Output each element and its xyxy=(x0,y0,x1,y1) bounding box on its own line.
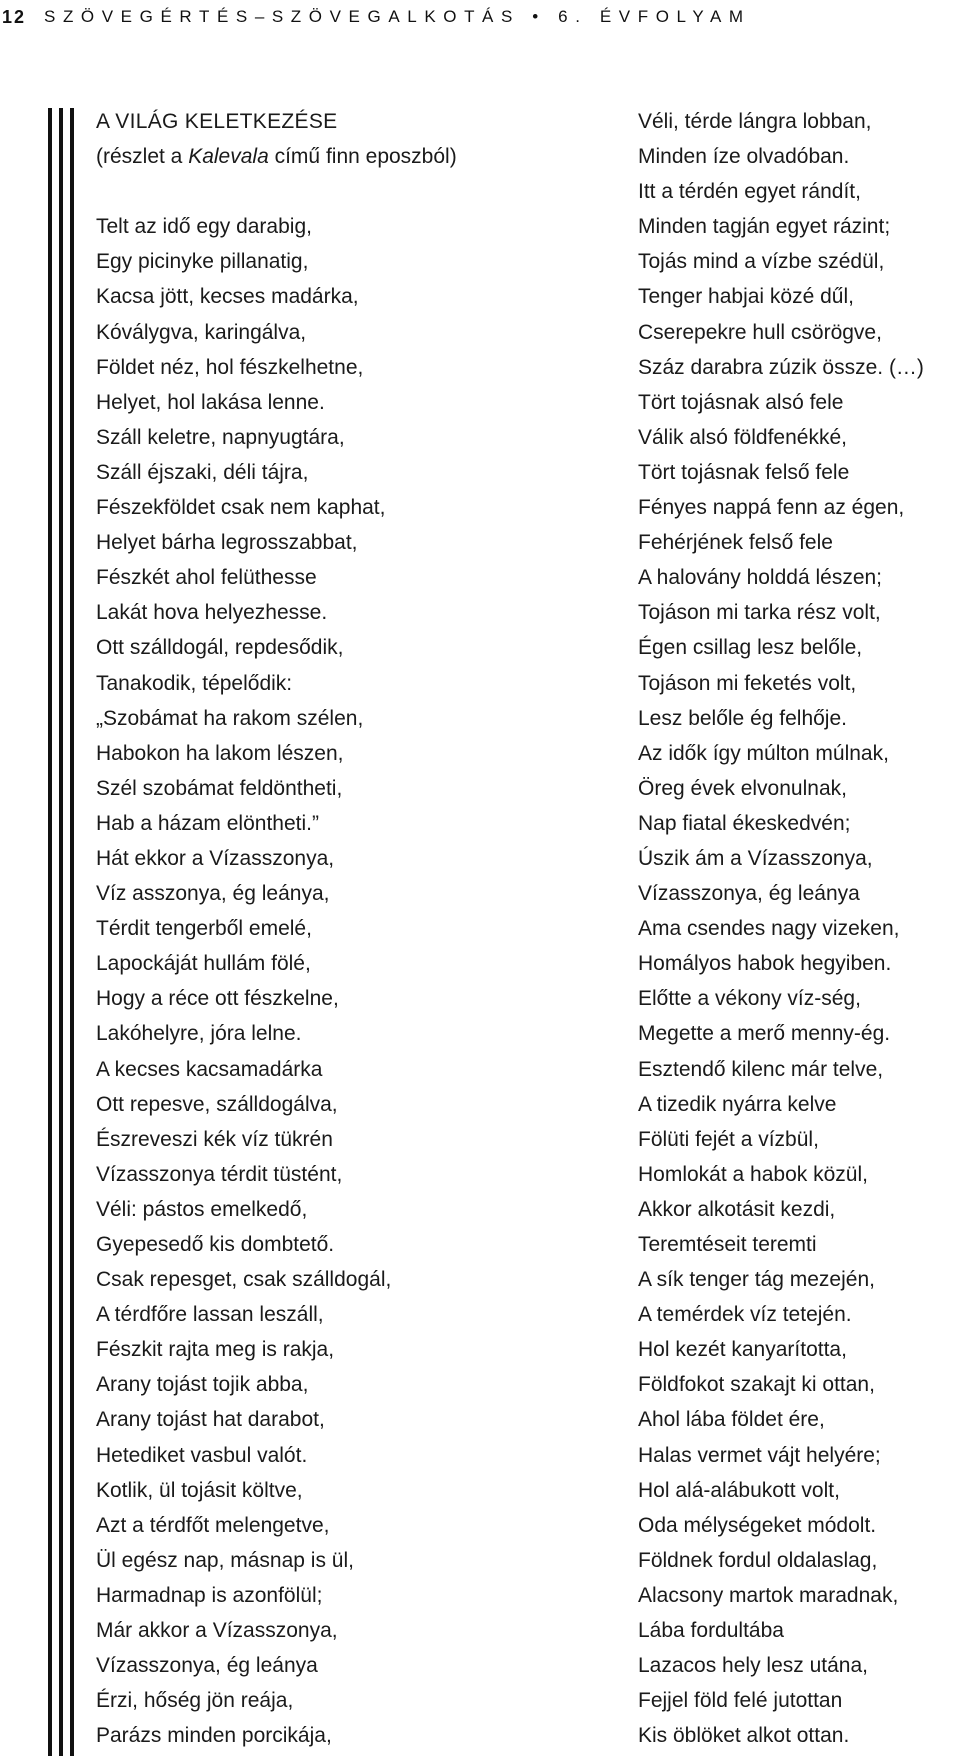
poem-line: Hol kezét kanyarította, xyxy=(638,1338,847,1362)
poem-line: Ül egész nap, másnap is ül, xyxy=(96,1548,354,1572)
poem-line: Esztendő kilenc már telve, xyxy=(638,1057,884,1081)
poem-line: Száz darabra zúzik össze. (…) xyxy=(638,355,924,379)
poem-line: Tört tojásnak felső fele xyxy=(638,460,850,484)
poem-line: Fészekföldet csak nem kaphat, xyxy=(96,496,386,520)
poem-line: Véli: pástos emelkedő, xyxy=(96,1197,308,1221)
poem-line: Lakát hova helyezhesse. xyxy=(96,601,328,625)
poem-line: Szél szobámat feldöntheti, xyxy=(96,776,343,800)
poem-line: Már akkor a Vízasszonya, xyxy=(96,1619,338,1643)
poem-line: Arany tojást hat darabot, xyxy=(96,1408,325,1432)
decorative-bar xyxy=(59,108,63,1756)
poem-subtitle-prefix: (részlet a xyxy=(96,145,189,169)
poem-line: A halovány holddá lészen; xyxy=(638,566,883,590)
poem-line: Harmadnap is azonfölül; xyxy=(96,1583,323,1607)
poem-line: Arany tojást tojik abba, xyxy=(96,1373,309,1397)
poem-line: Itt a térdén egyet rándít, xyxy=(638,180,861,204)
poem-line: Hogy a réce ott fészkelne, xyxy=(96,987,339,1011)
poem-line: Válik alsó földfenékké, xyxy=(638,425,847,449)
poem-line: Nap fiatal ékeskedvén; xyxy=(638,811,851,835)
poem-line: Csak repesget, csak szálldogál, xyxy=(96,1268,392,1292)
poem-line: Lakóhelyre, jóra lelne. xyxy=(96,1022,302,1046)
poem-line: Tört tojásnak alsó fele xyxy=(638,390,844,414)
poem-line: Lába fordultába xyxy=(638,1619,784,1643)
poem-line: Fényes nappá fenn az égen, xyxy=(638,496,905,520)
poem-line: Földnek fordul oldalaslag, xyxy=(638,1548,878,1572)
page-header xyxy=(0,0,960,34)
poem-line: Ahol lába földet ére, xyxy=(638,1408,825,1432)
poem-line: Az idők így múlton múlnak, xyxy=(638,741,889,765)
poem-line: Ama csendes nagy vizeken, xyxy=(638,917,900,941)
poem-line: Ott repesve, szálldogálva, xyxy=(96,1092,338,1116)
poem-subtitle-suffix: című finn eposzból) xyxy=(268,145,457,169)
poem-line: Oda mélységeket módolt. xyxy=(638,1513,877,1537)
poem-line: Gyepesedő kis dombtető. xyxy=(96,1233,335,1256)
poem-line: Minden íze olvadóban. xyxy=(638,145,850,169)
poem-line: Előtte a vékony víz-ség, xyxy=(638,987,861,1011)
poem-line: Telt az idő egy darabig, xyxy=(96,215,312,239)
poem-line: Minden tagján egyet rázint; xyxy=(638,215,891,239)
poem-line: Térdit tengerből emelé, xyxy=(96,917,312,941)
poem-line: Kotlik, ül tojásit költve, xyxy=(96,1478,303,1502)
poem-line: A térdfőre lassan leszáll, xyxy=(96,1303,324,1327)
poem-line: Víz asszonya, ég leánya, xyxy=(96,882,330,906)
running-head: SZÖVEGÉRTÉS–SZÖVEGALKOTÁS • 6. ÉVFOLYAM xyxy=(44,7,751,26)
decorative-bar xyxy=(70,108,74,1756)
poem-line: Hab a házam elöntheti.” xyxy=(96,811,319,835)
poem-line: Égen csillag lesz belőle, xyxy=(638,636,863,660)
poem-line: Helyet bárha legrosszabbat, xyxy=(96,531,358,555)
poem-line: Kis öblöket alkot ottan. xyxy=(638,1724,850,1748)
poem-line: Homályos habok hegyiben. xyxy=(638,952,892,976)
poem-line: Lapockáját hullám fölé, xyxy=(96,952,311,976)
poem-line: Parázs minden porcikája, xyxy=(96,1724,332,1748)
poem-line: Lazacos hely lesz utána, xyxy=(638,1654,868,1678)
poem-line: Száll éjszaki, déli tájra, xyxy=(96,460,309,484)
poem-subtitle xyxy=(96,139,596,174)
poem-right-column xyxy=(638,104,958,1753)
page-number: 12 xyxy=(2,6,27,27)
poem-right-lines xyxy=(638,104,958,1753)
poem-line: Hát ekkor a Vízasszonya, xyxy=(96,846,335,870)
poem-line: Azt a térdfőt melengetve, xyxy=(96,1513,330,1537)
poem-line: Cserepekre hull csörögve, xyxy=(638,320,882,344)
poem-line: Érzi, hőség jön reája, xyxy=(96,1689,294,1713)
poem-line: Fészkit rajta meg is rakja, xyxy=(96,1338,335,1362)
poem-line: Észreveszi kék víz tükrén xyxy=(96,1127,333,1151)
poem-line: Hol alá-alábukott volt, xyxy=(638,1478,840,1502)
poem-line: Öreg évek elvonulnak, xyxy=(638,776,847,800)
poem-line: Kóválygva, karingálva, xyxy=(96,320,307,344)
poem-line: Vízasszonya, ég leánya xyxy=(96,1654,318,1678)
poem-line: Lesz belőle ég felhője. xyxy=(638,706,847,730)
poem-line: Tojás mind a vízbe szédül, xyxy=(638,250,885,274)
poem-line: Vízasszonya térdit tüstént, xyxy=(96,1162,343,1186)
poem-line: Száll keletre, napnyugtára, xyxy=(96,425,345,449)
poem-line: Habokon ha lakom lészen, xyxy=(96,741,344,765)
poem-line: Földet néz, hol fészkelhetne, xyxy=(96,355,364,379)
poem-line: „Szobámat ha rakom szélen, xyxy=(96,706,364,730)
poem-subtitle-work: Kalevala xyxy=(188,145,269,169)
poem-line: Halas vermet vájt helyére; xyxy=(638,1443,881,1467)
poem-line: Úszik ám a Vízasszonya, xyxy=(638,846,873,870)
decorative-bar xyxy=(48,108,52,1756)
poem-left-column xyxy=(96,104,596,1753)
poem-line: Földfokot szakajt ki ottan, xyxy=(638,1373,875,1397)
poem-line: Vízasszonya, ég leánya xyxy=(638,882,860,906)
poem-line: Kacsa jött, kecses madárka, xyxy=(96,285,359,309)
poem-line: Fejjel föld felé jutottan xyxy=(638,1689,843,1713)
poem-line: A kecses kacsamadárka xyxy=(96,1057,323,1081)
poem-line: A tizedik nyárra kelve xyxy=(638,1092,837,1116)
poem-line: Helyet, hol lakása lenne. xyxy=(96,390,325,414)
poem-line: A sík tenger tág mezején, xyxy=(638,1268,875,1292)
decorative-bars xyxy=(48,108,78,1756)
poem-line: Tanakodik, tépelődik: xyxy=(96,671,293,695)
poem-line: Véli, térde lángra lobban, xyxy=(638,110,872,133)
poem-line: Tojáson mi feketés volt, xyxy=(638,671,857,695)
poem-line: Fölüti fejét a vízbül, xyxy=(638,1127,819,1151)
poem-line: Tenger habjai közé dűl, xyxy=(638,285,854,309)
poem-line: Alacsony martok maradnak, xyxy=(638,1583,899,1607)
poem-title: A VILÁG KELETKEZÉSE xyxy=(96,110,338,133)
poem-line: Hetediket vasbul valót. xyxy=(96,1443,308,1467)
poem-line: Egy picinyke pillanatig, xyxy=(96,250,309,274)
poem-line: Homlokát a habok közül, xyxy=(638,1162,868,1186)
poem-line: Tojáson mi tarka rész volt, xyxy=(638,601,881,625)
poem-line: Fészkét ahol felüthesse xyxy=(96,566,317,590)
poem-line: Ott szálldogál, repdesődik, xyxy=(96,636,344,660)
poem-line: Megette a merő menny-ég. xyxy=(638,1022,891,1046)
poem-line: Akkor alkotásit kezdi, xyxy=(638,1197,836,1221)
poem-line: Fehérjének felső fele xyxy=(638,531,833,555)
poem-line: A temérdek víz tetején. xyxy=(638,1303,852,1327)
poem-left-lines xyxy=(96,209,596,1753)
poem-line: Teremtéseit teremti xyxy=(638,1233,817,1256)
stanza-gap xyxy=(96,174,596,209)
